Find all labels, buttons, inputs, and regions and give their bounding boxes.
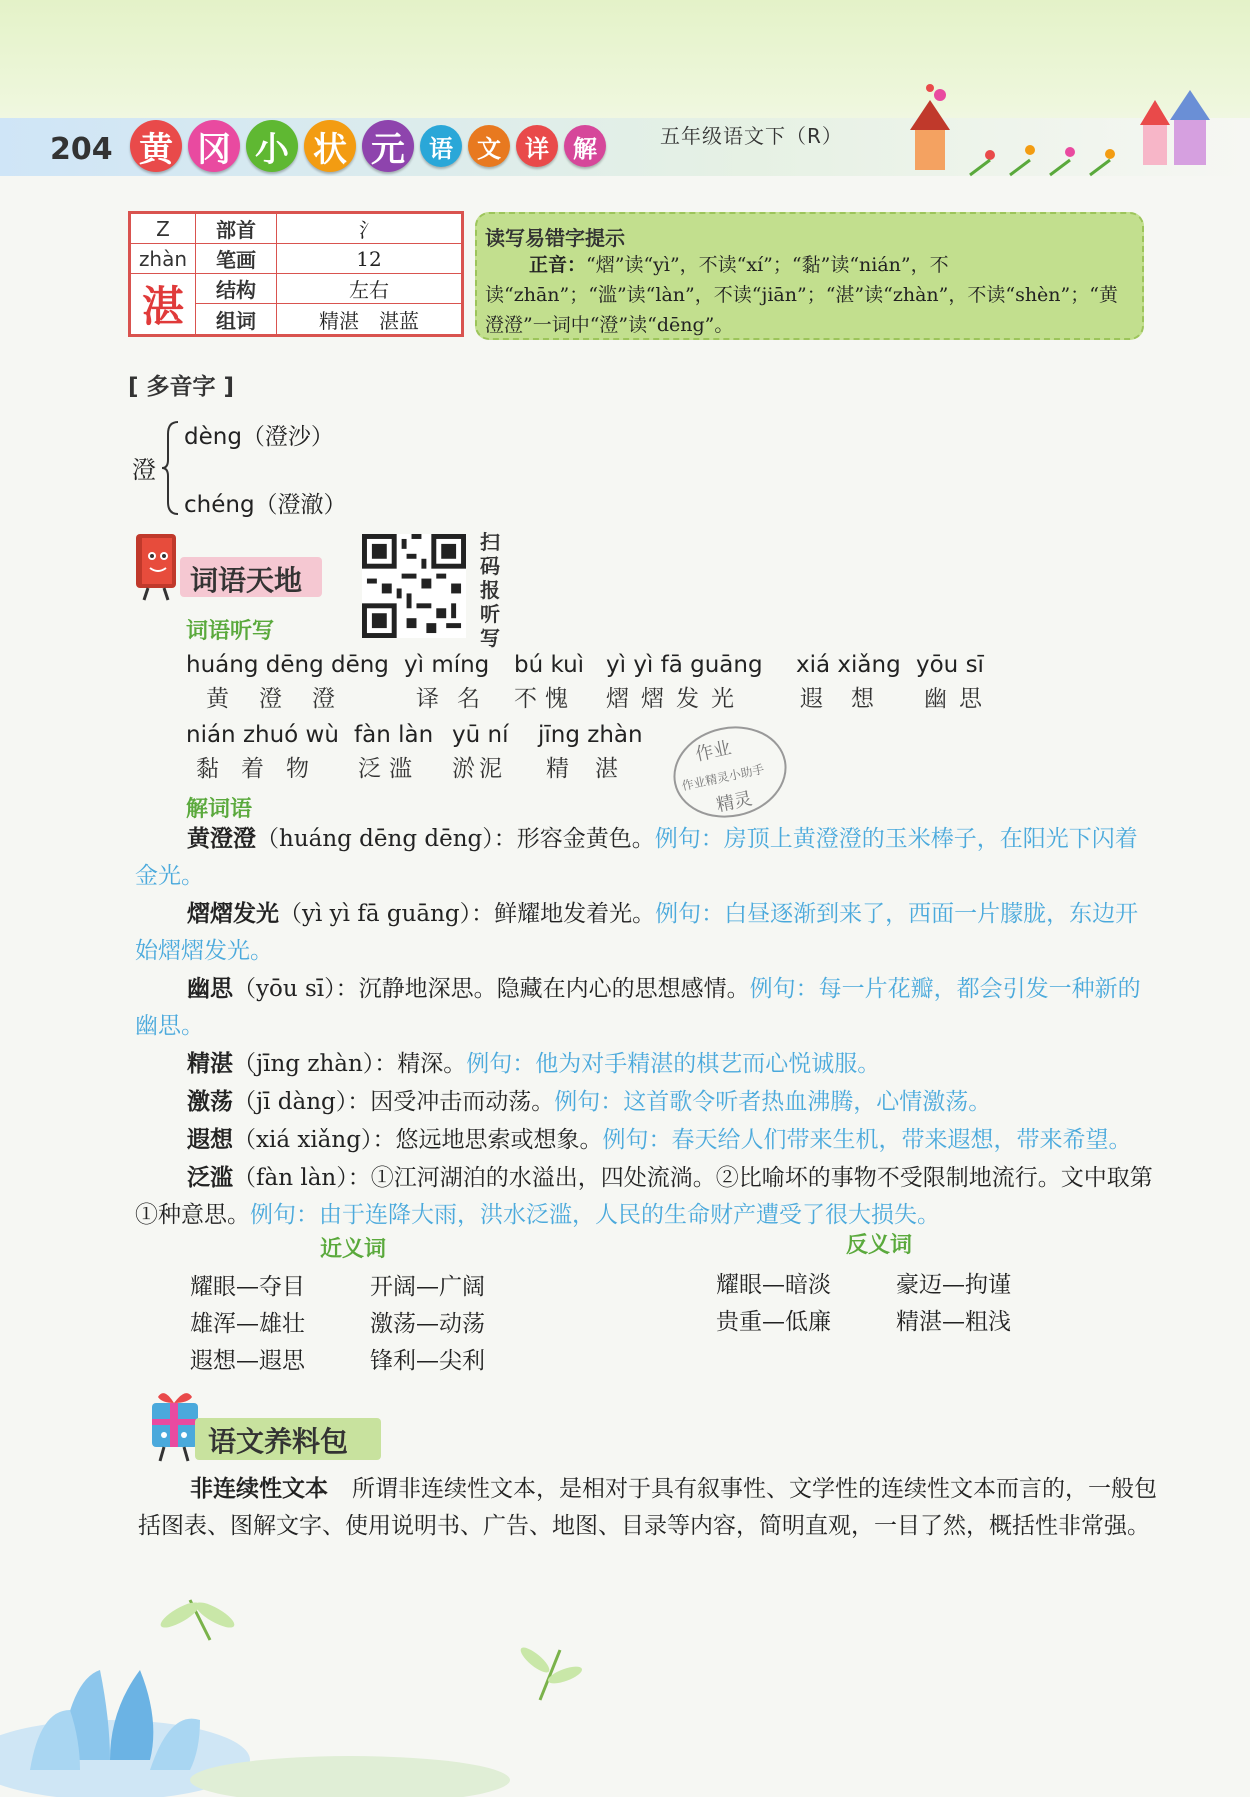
dictation-word [186,722,339,783]
synonym-pair: 激荡—动荡 [370,1311,485,1337]
qr-code[interactable] [362,534,466,638]
definition-term: 遐想 [187,1126,233,1153]
qr-caption: 扫码报听写 [480,530,500,650]
antonym-pair: 贵重—低廉 [716,1309,831,1335]
definition-term: 泛滥 [187,1164,233,1191]
antonym-pair: 耀眼—暗淡 [716,1272,831,1298]
word-characters: 黏着物 [196,756,331,782]
definition-example: 例句：房顶上黄澄澄的玉米棒子，在阳光下闪着金光。 [135,826,1138,889]
dictation-word [916,652,994,713]
section-title-words: 词语天地 [190,564,303,597]
synonym-pair: 耀眼—夺目 [190,1274,305,1300]
initial-letter: Z [130,213,196,244]
word-characters: 译名 [416,686,498,712]
word-pinyin: nián zhuó wù [186,722,339,748]
dictation-word [452,722,508,783]
word-characters: 淤泥 [452,756,506,782]
stroke-count: 12 [277,244,463,274]
polyphone-reading-2: chéng（澄澈） [184,492,347,518]
stamp-text-top: 作业 [693,737,734,766]
row-label: 组词 [196,304,277,336]
brand-character: 冈 [188,120,240,172]
word-characters: 不愧 [514,686,576,712]
brand-character: 黄 [130,120,182,172]
definition-meaning: ：精深。 [374,1051,467,1077]
brand-character: 详 [516,125,558,167]
definition-meaning: ：悠远地思索或想象。 [372,1127,603,1153]
definition-item [135,1045,1160,1083]
tip-body: “熠”读“yì”，不读“xí”；“黏”读“nián”，不读“zhān”；“滥”读“làn”，不读“jiān”；“湛”读“zhàn”，不读“shèn”；“黄澄澄”一词中“澄”读“dēng”。 [485,254,1118,336]
definition-pinyin: （yōu sī） [233,976,336,1002]
definition-pinyin: （xiá xiǎng） [233,1127,373,1153]
definition-meaning: ：沉静地深思。隐藏在内心的思想感情。 [335,976,750,1002]
word-pinyin: xiá xiǎng [796,652,901,678]
word-pinyin: bú kuì [514,652,585,678]
synonym-pair: 遐想—遐思 [190,1348,305,1374]
grade-label: 五年级语文下（R） [660,124,843,148]
definition-meaning: ：因受冲击而动荡。 [347,1089,555,1115]
definition-meaning: ：鲜耀地发着光。 [471,901,656,927]
definition-term: 黄澄澄 [187,825,256,852]
book-mascot-icon [132,530,186,602]
word-pinyin: yōu sī [916,652,984,678]
definition-item [135,1121,1160,1159]
section-title-material: 语文养料包 [208,1425,349,1458]
polyphone-title: [ 多音字 ] [128,374,235,400]
word-examples: 精湛 湛蓝 [277,304,463,336]
definition-pinyin: （yì yì fā guāng） [279,901,472,927]
main-character: 湛 [130,274,196,336]
brand-character: 语 [420,125,462,167]
dictation-word [404,652,498,713]
stamp-text-middle: 作业精灵小助手 [680,761,766,794]
definition-pinyin: （huáng dēng dēng） [256,826,494,852]
house-flower-decoration [870,80,1230,180]
definition-meaning: ：①江河湖泊的水溢出，四处流淌。②比喻坏的事物不受限制地流行。文中取第①种意思。 [135,1165,1153,1228]
word-characters: 幽思 [924,686,994,712]
row-label: 笔画 [196,244,277,274]
definition-item [135,820,1160,895]
antonyms-title: 反义词 [846,1233,913,1258]
antonym-pair: 豪迈—拘谨 [896,1272,1011,1298]
definition-pinyin: （fàn làn） [233,1165,348,1191]
definition-example: 例句：白昼逐渐到来了，西面一片朦胧，东边开始熠熠发光。 [135,901,1139,964]
polyphone-reading-1: dèng（澄沙） [184,424,334,450]
brand-character: 文 [468,125,510,167]
character-card [128,211,464,337]
definitions-title: 解词语 [186,797,253,822]
brand-character: 元 [362,120,414,172]
definition-example: 例句：由于连降大雨，洪水泛滥，人民的生命财产遭受了很大损失。 [250,1202,940,1228]
definition-example: 例句：他为对手精湛的棋艺而心悦诚服。 [466,1051,881,1077]
tip-lead: 正音： [529,254,587,276]
dragonfly-icon [157,1598,237,1640]
word-pinyin: huáng dēng dēng [186,652,389,678]
polyphone-character: 澄 [132,456,156,484]
definition-item [135,970,1160,1045]
word-characters: 熠熠发光 [606,686,746,712]
word-characters: 泛滥 [358,756,420,782]
brand-character: 小 [246,120,298,172]
stamp-text-bottom: 精灵 [714,788,755,817]
dictation-word [354,722,433,783]
definition-term: 精湛 [187,1050,233,1077]
word-pinyin: fàn làn [354,722,434,748]
antonym-pair: 精湛—粗浅 [896,1309,1011,1335]
character-pinyin: zhàn [130,244,196,274]
material-paragraph [138,1470,1160,1545]
page-number: 204 [50,132,113,167]
definition-term: 激荡 [187,1088,233,1115]
watermark-stamp [670,722,790,822]
word-characters: 精湛 [546,756,644,782]
definition-example: 例句：春天给人们带来生机，带来遐想，带来希望。 [602,1127,1132,1153]
definition-meaning: ：形容金黄色。 [493,826,655,852]
dragonfly-icon [517,1644,584,1700]
dictation-word [538,722,644,783]
dictation-word [606,652,763,713]
definitions-list [135,820,1160,1234]
word-pinyin: yū ní [452,722,509,748]
material-term: 非连续性文本 [190,1475,328,1502]
dictation-word [186,652,389,713]
word-pinyin: jīng zhàn [538,722,643,748]
dictation-word [796,652,902,713]
synonym-pair: 开阔—广阔 [370,1274,485,1300]
definition-pinyin: （jī dàng） [233,1089,348,1115]
structure-value: 左右 [277,274,463,304]
spelling-tip-box [475,212,1144,340]
synonyms-title: 近义词 [320,1237,387,1262]
tip-title: 读写易错字提示 [485,226,625,250]
word-characters: 遐想 [800,686,902,712]
word-characters: 黄澄澄 [206,686,365,712]
word-pinyin: yì míng [404,652,490,678]
definition-example: 例句：这首歌令听者热血沸腾，心情激荡。 [554,1089,992,1115]
brand-title [130,120,606,172]
definition-term: 幽思 [187,975,233,1002]
brace-icon [160,420,182,516]
definition-item [135,1159,1160,1234]
synonym-pair: 雄浑—雄壮 [190,1311,305,1337]
definition-example: 例句：每一片花瓣，都会引发一种新的幽思。 [135,976,1141,1039]
synonym-pair: 锋利—尖利 [370,1348,485,1374]
definition-item [135,895,1160,970]
tip-text [485,250,1133,340]
brand-character: 解 [564,125,606,167]
dictation-word [514,652,584,713]
radical-value: 氵 [277,213,463,244]
dictation-title: 词语听写 [186,619,275,644]
definition-pinyin: （jīng zhàn） [233,1051,375,1077]
material-text: 所谓非连续性文本，是相对于具有叙事性、文学性的连续性文本而言的，一般包括图表、图解文字、使用说明书、广告、地图、目录等内容，简明直观，一目了然，概括性非常强。 [138,1476,1157,1539]
row-label: 结构 [196,274,277,304]
definition-term: 熠熠发光 [187,900,279,927]
row-label: 部首 [196,213,277,244]
lotus-dragonfly-illustration [0,1560,620,1797]
definition-item [135,1083,1160,1121]
brand-character: 状 [304,120,356,172]
word-pinyin: yì yì fā guāng [606,652,763,678]
